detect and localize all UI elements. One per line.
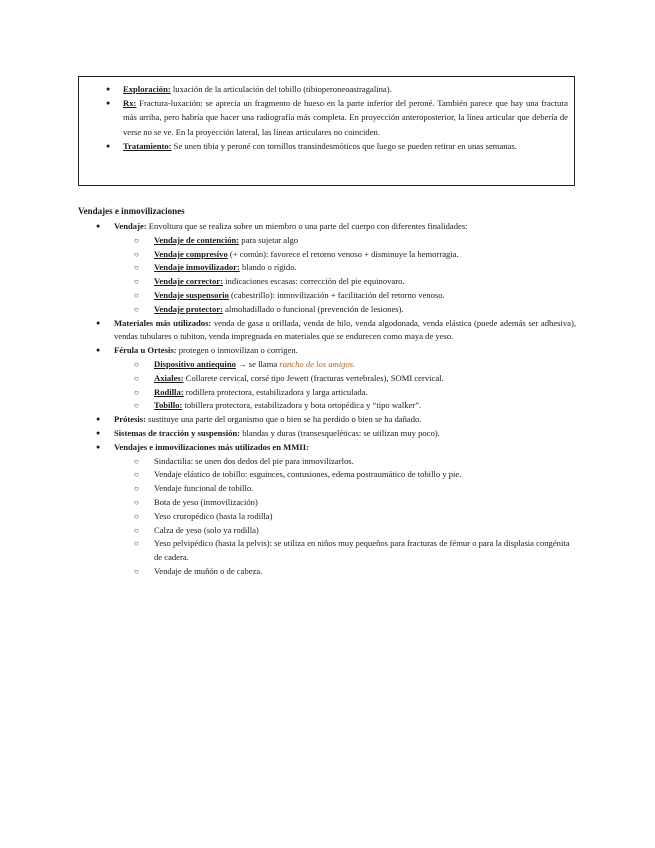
mmii-subitem bbox=[78, 496, 576, 510]
ferula-subitem-text: rodillera protectora, estabilizadora y larga articulada. bbox=[183, 386, 368, 397]
hollow-bullet-icon: ○ bbox=[134, 539, 139, 549]
mmii-subitem bbox=[78, 468, 576, 482]
mmii-subitem bbox=[78, 482, 576, 496]
hollow-bullet-icon: ○ bbox=[134, 511, 139, 521]
vendaje-type-text: indicaciones escasas: corrección del pie equinovaro. bbox=[222, 276, 405, 287]
tratamiento-text: Se unen tibia y peroné con tornillos transindesmóticos que luego se pueden retirar en unas semanas. bbox=[171, 140, 517, 151]
vendaje-label: Vendaje: bbox=[114, 221, 147, 231]
bullet-icon: ● bbox=[96, 222, 101, 230]
ferula-subitem-label: Axiales: bbox=[154, 372, 184, 383]
vendaje-type-text: almohadillado o funcional (prevención de lesiones). bbox=[222, 303, 404, 314]
mmii-item bbox=[78, 441, 576, 455]
hollow-bullet-icon: ○ bbox=[134, 277, 139, 287]
bullet-icon: ● bbox=[96, 442, 101, 451]
ferula-label: Férula u Ortesis: bbox=[114, 345, 177, 356]
vendaje-type-item bbox=[78, 261, 576, 275]
hollow-bullet-icon: ○ bbox=[134, 470, 139, 480]
mmii-subitem bbox=[78, 455, 576, 469]
mmii-subitem-text: Bota de yeso (inmovilización) bbox=[154, 496, 258, 507]
vendaje-type-item bbox=[78, 234, 576, 248]
mmii-subitem-text: Vendaje funcional de tobillo. bbox=[154, 483, 254, 494]
hollow-bullet-icon: ○ bbox=[134, 249, 139, 259]
case-findings-list bbox=[85, 82, 568, 153]
ferula-item bbox=[78, 344, 576, 358]
vendaje-type-label: Vendaje suspensorio bbox=[154, 289, 229, 300]
traccion-label: Sistemas de tracción y suspensión: bbox=[114, 427, 241, 438]
bullet-icon: ● bbox=[96, 428, 101, 437]
exploracion-label: Exploración: bbox=[123, 84, 171, 94]
vendaje-type-text: (cabestrillo): inmovilización + facilitación del retorno venoso. bbox=[228, 289, 445, 300]
protesis-label: Prótesis: bbox=[114, 414, 146, 425]
vendaje-type-text: blando o rígido. bbox=[239, 262, 297, 273]
hollow-bullet-icon: ○ bbox=[134, 304, 139, 314]
ferula-subitem-label: Tobillo: bbox=[154, 400, 183, 411]
hollow-bullet-icon: ○ bbox=[134, 263, 139, 273]
exploracion-text: luxación de la articulación del tobillo (tibioperoneoastragalina). bbox=[170, 84, 392, 94]
vendaje-type-item bbox=[78, 303, 576, 317]
vendaje-type-item bbox=[78, 248, 576, 262]
ferula-subitem-text: Collarete cervical, corsé tipo Jewett (fracturas vertebrales), SOMI cervical. bbox=[183, 372, 444, 383]
mmii-label: Vendajes e inmovilizaciones más utilizados en MMII: bbox=[114, 441, 309, 452]
mmii-subitem-text: Vendaje de muñón o de cabeza. bbox=[154, 565, 263, 576]
materiales-item bbox=[78, 317, 576, 345]
ferula-subitem-label: Rodilla: bbox=[154, 386, 184, 397]
protesis-text: sustituye una parte del organismo que o bien se ha perdido o bien se ha dañado. bbox=[145, 414, 422, 425]
rx-label: Rx: bbox=[123, 98, 137, 109]
bullet-icon: ● bbox=[106, 141, 111, 150]
hollow-bullet-icon: ○ bbox=[134, 290, 139, 300]
bullet-icon: ● bbox=[96, 346, 101, 355]
ferula-subitem bbox=[78, 358, 576, 372]
vendaje-item bbox=[78, 220, 576, 234]
vendaje-type-label: Vendaje inmovilizador: bbox=[154, 262, 240, 273]
hollow-bullet-icon: ○ bbox=[134, 235, 139, 245]
hollow-bullet-icon: ○ bbox=[134, 566, 139, 576]
vendaje-type-text: (+ común): favorece el retorno venoso + disminuye la hemorragia. bbox=[227, 248, 459, 259]
mmii-subitem-text: Calza de yeso (solo ya rodilla) bbox=[154, 524, 259, 535]
hollow-bullet-icon: ○ bbox=[134, 456, 139, 466]
mmii-subitem bbox=[78, 537, 576, 565]
traccion-text: blandas y duras (transesqueléticas: se utilizan muy poco). bbox=[240, 427, 440, 438]
hollow-bullet-icon: ○ bbox=[134, 359, 139, 369]
rancho-de-los-amigos-text: rancho de los amigos. bbox=[279, 358, 356, 369]
hollow-bullet-icon: ○ bbox=[134, 497, 139, 507]
vendaje-type-text: para sujetar algo bbox=[239, 234, 299, 245]
ferula-subitem-label: Dispositivo antiequino bbox=[154, 358, 236, 369]
section-title: Vendajes e inmovilizaciones bbox=[78, 206, 185, 216]
mmii-subitem-text: Yeso pelvipédico (hasta la pelvis): se utiliza en niños muy pequeños para fracturas de fémur o para la displasia congénita de cadera. bbox=[154, 538, 570, 563]
mmii-subitem bbox=[78, 565, 576, 579]
vendaje-text: Envoltura que se realiza sobre un miembro o una parte del cuerpo con diferentes finalidades: bbox=[146, 221, 468, 231]
hollow-bullet-icon: ○ bbox=[134, 484, 139, 494]
mmii-subitem-text: Vendaje elástico de tobillo: esguinces, contusiones, edema postraumático de tobillo y pie. bbox=[154, 469, 462, 480]
vendaje-type-item bbox=[78, 275, 576, 289]
ferula-subitem bbox=[78, 386, 576, 400]
bullet-icon: ● bbox=[106, 99, 111, 108]
vendaje-type-label: Vendaje de contención: bbox=[154, 234, 240, 245]
rx-text: Fractura-luxación: se aprecia un fragmento de hueso en la parte inferior del peroné. También parece que hay una fractura más arriba, pero habría que hacer una radiografía más completa. En proyección anteroposterior, la línea articular que debería de verse no se ve. En la proyección lateral, las líneas articulares no coinciden. bbox=[123, 98, 568, 137]
materiales-text: venda de gasa u orillada, venda de hilo, venda algodonada, venda elástica (puede además ser adhesiva), vendas tubulares o tubiton, venda impregnada en materiales que se endurecen como maya de yeso. bbox=[114, 317, 576, 342]
vendaje-type-label: Vendaje protector: bbox=[154, 303, 223, 314]
hollow-bullet-icon: ○ bbox=[134, 387, 139, 397]
vendaje-type-label: Vendaje compresivo bbox=[154, 248, 228, 259]
vendaje-type-label: Vendaje corrector: bbox=[154, 276, 223, 287]
exploracion-item bbox=[106, 82, 568, 96]
mmii-subitem-text: Yeso cruropédico (hasta la rodilla) bbox=[154, 510, 273, 521]
mmii-subitem-text: Sindactilia: se unen dos dedos del pie para inmovilizarlos. bbox=[154, 455, 354, 466]
traccion-item bbox=[78, 427, 576, 441]
tratamiento-item bbox=[106, 139, 568, 153]
vendaje-type-item bbox=[78, 289, 576, 303]
rx-item bbox=[106, 96, 568, 139]
ferula-subitem-text: → se llama bbox=[235, 358, 280, 369]
materiales-label: Materiales más utilizados: bbox=[114, 317, 212, 328]
bullet-icon: ● bbox=[106, 85, 111, 93]
mmii-subitem bbox=[78, 524, 576, 538]
ferula-subitem-text: tobillera protectora, estabilizadora y bota ortopédica y “tipo walker”. bbox=[182, 400, 422, 411]
hollow-bullet-icon: ○ bbox=[134, 401, 139, 411]
protesis-item bbox=[78, 413, 576, 427]
main-outline bbox=[78, 220, 576, 579]
ferula-subitem bbox=[78, 372, 576, 386]
hollow-bullet-icon: ○ bbox=[134, 373, 139, 383]
mmii-subitem bbox=[78, 510, 576, 524]
bullet-icon: ● bbox=[96, 415, 101, 424]
ferula-subitem bbox=[78, 399, 576, 413]
hollow-bullet-icon: ○ bbox=[134, 525, 139, 535]
ferula-text: protegen o inmovilizan o corrigen. bbox=[176, 345, 298, 356]
bullet-icon: ● bbox=[96, 318, 101, 327]
clinical-case-box bbox=[78, 76, 575, 186]
tratamiento-label: Tratamiento: bbox=[123, 140, 172, 151]
